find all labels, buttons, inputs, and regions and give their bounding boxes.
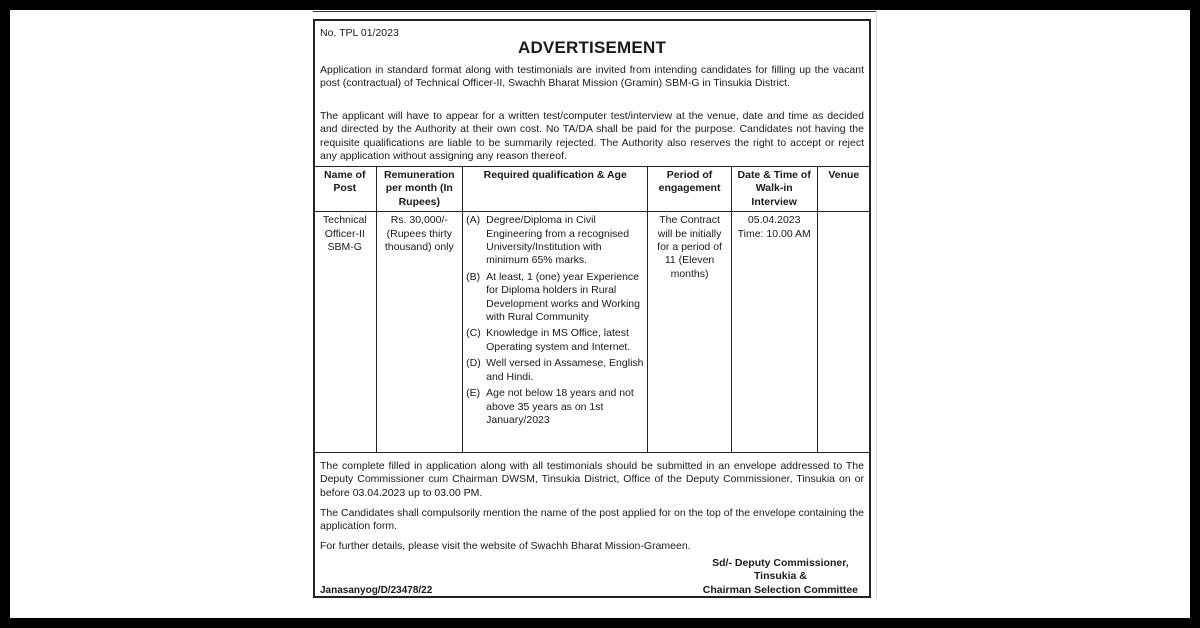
reference-number: No. TPL 01/2023 [320,27,399,39]
signature-line-2: Tinsukia & [753,570,807,583]
cell-date-time [731,212,817,453]
instructions-paragraph: The applicant will have to appear for a written test/computer test/interview at the venue, date and time as decided and directed by the Authority at their own cost. No TA/DA shall be paid for the purpose. Candidates not having the requisite qualifications are liable to be summarily rejected. The Authority also reserves the right to accept or reject any application without assigning any reason thereof. [320,110,864,163]
qualification-item [466,271,644,325]
advertisement-title: ADVERTISEMENT [517,38,667,57]
qualification-item [466,357,644,384]
qualification-label: (D) [466,357,481,370]
qualification-text: Well versed in Assamese, English and Hindi. [486,357,644,383]
signature-line-1: Sd/- Deputy Commissioner, [712,557,849,569]
interview-date: 05.04.2023 [747,214,801,227]
cell-venue [817,212,870,453]
envelope-paragraph: The Candidates shall compulsorily mention the name of the post applied for on the top of the envelope containing the application form. [320,507,864,533]
qualification-text: At least, 1 (one) year Experience for Diploma holders in Rural Development works and Working with Rural Community [486,270,640,324]
qualification-text: Degree/Diploma in Civil Engineering from a recognised University/Institution with minimum 65% marks. [486,214,630,267]
top-rule [313,11,876,12]
signature-block [703,557,858,597]
qualification-text: Knowledge in MS Office, latest Operating system and Internet. [486,327,631,353]
page-edge-line [876,11,877,599]
qualification-item [466,327,644,354]
qualification-item [466,214,644,268]
qualification-text: Age not below 18 years and not above 35 years as on 1st January/2023 [486,387,634,426]
qualification-label: (B) [466,270,481,283]
table-row [314,212,871,453]
advertisement-box [313,19,871,598]
cell-post: Technical Officer-II SBM-G [314,212,377,453]
intro-paragraph: Application in standard format along with testimonials are invited from intending candidates for filling up the vacant post (contractual) of Technical Officer-II, Swachh Bharat Mission (Gramin) SBM-G in Tinsukia District. [320,64,864,90]
further-details-paragraph: For further details, please visit the website of Swachh Bharat Mission-Grameen. [320,540,691,552]
interview-time: Time: 10.00 AM [737,227,811,240]
qualification-item [466,387,644,427]
cell-remuneration: Rs. 30,000/- (Rupees thirty thousand) only [376,212,463,453]
qualification-label: (E) [466,387,481,400]
header-date-time: Date & Time of Walk-in Interview [731,167,817,212]
submission-paragraph: The complete filled in application along with all testimonials should be submitted in an envelope addressed to The Deputy Commissioner cum Chairman DWSM, Tinsukia District, Office of the Deputy Commissioner, Tinsukia on or before 03.04.2023 up to 03.00 PM. [320,460,864,499]
header-period: Period of engagement [648,167,731,212]
table-header-row [314,167,871,212]
cell-qualifications [463,212,648,453]
qualification-label: (A) [466,214,481,227]
page-sheet [10,10,1190,618]
header-qualification: Required qualification & Age [463,167,648,212]
header-name-of-post: Name of Post [314,167,377,212]
publication-code: Janasanyog/D/23478/22 [320,585,433,596]
header-remuneration: Remuneration per month (In Rupees) [376,167,463,212]
signature-line-3: Chairman Selection Committee [702,583,858,596]
posts-table [313,166,871,453]
cell-period: The Contract will be initially for a period of 11 (Eleven months) [648,212,731,453]
header-venue: Venue [817,167,870,212]
qualification-label: (C) [466,327,481,340]
